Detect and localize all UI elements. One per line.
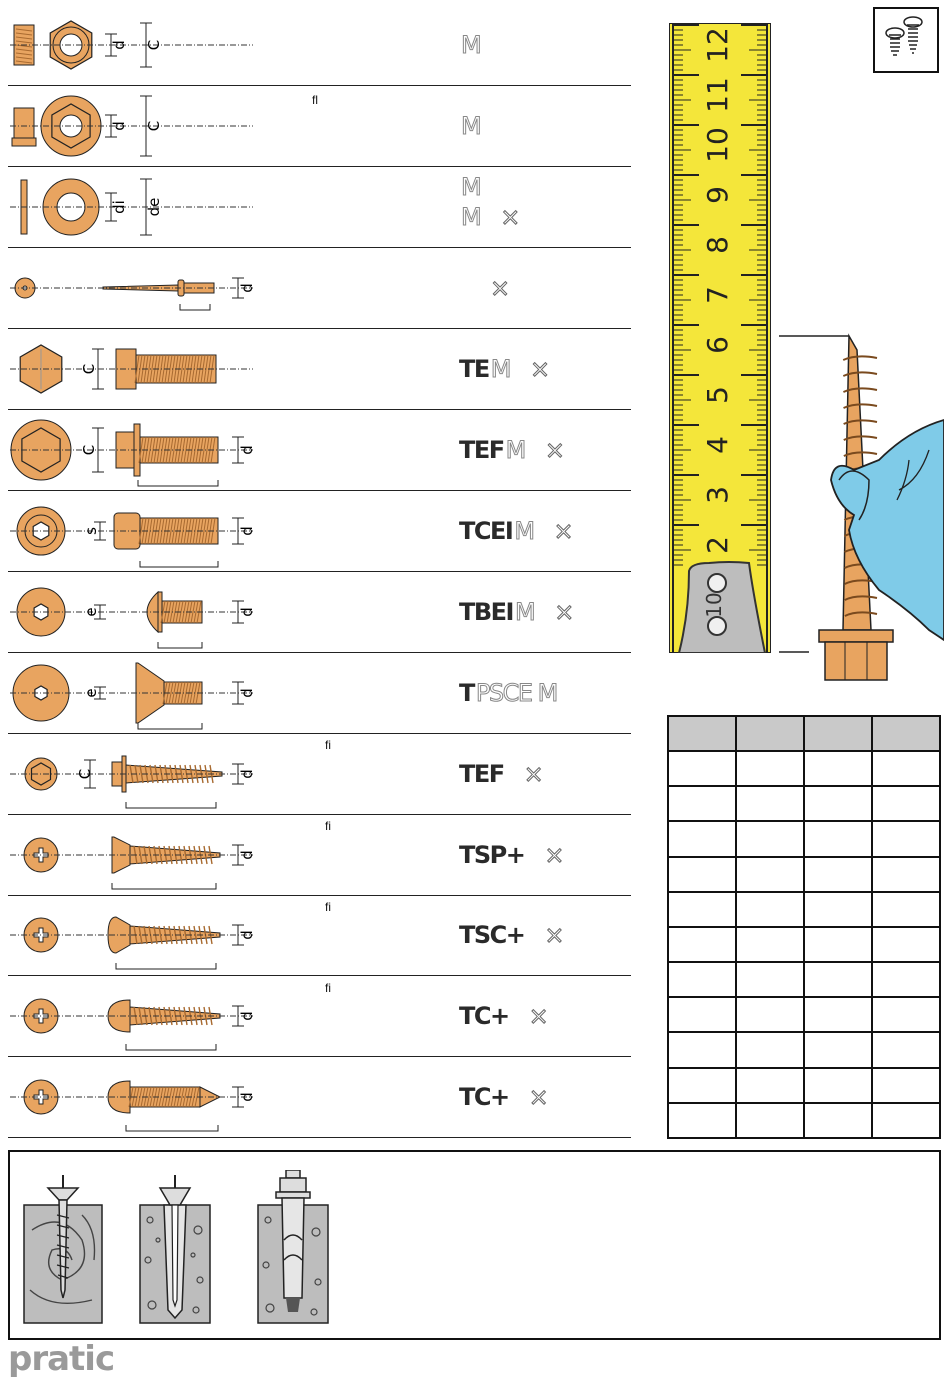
- table-cell: [872, 1032, 940, 1067]
- table-cell: [736, 892, 804, 927]
- row-flange-bolt: [8, 410, 631, 491]
- table-cell: [804, 962, 872, 997]
- tape-number: 10: [701, 127, 734, 163]
- screws-box-icon: [873, 7, 939, 73]
- table-cell: [736, 1068, 804, 1103]
- table-cell: [736, 1032, 804, 1067]
- table-cell: [736, 1103, 804, 1138]
- table-cell: [804, 927, 872, 962]
- dim-label: d: [238, 526, 256, 536]
- table-cell: [804, 821, 872, 856]
- product-code: [459, 205, 519, 229]
- expansion-bolt-in-concrete-icon: [256, 1170, 330, 1325]
- table-cell: [736, 716, 804, 751]
- code-outline: M: [505, 436, 525, 464]
- dim-label: C: [76, 768, 94, 780]
- dim-label: C: [80, 363, 98, 375]
- table-row: [668, 786, 940, 821]
- product-code: [459, 1085, 547, 1109]
- table-cell: [872, 821, 940, 856]
- table-row: [668, 1068, 940, 1103]
- self-drilling-screw-drawing: [8, 1057, 268, 1137]
- table-header-row: [668, 716, 940, 751]
- table-cell: [668, 857, 736, 892]
- tape-number: 7: [701, 286, 734, 304]
- product-code: [459, 843, 563, 867]
- table-cell: [804, 1103, 872, 1138]
- code-outline: M: [514, 517, 534, 545]
- flange-bolt-drawing: [8, 410, 268, 490]
- button-head-screw-drawing: [8, 572, 268, 652]
- table-row: [668, 751, 940, 786]
- table-cell: [804, 716, 872, 751]
- ligature-mark: ﬁ: [325, 738, 331, 752]
- table-row: [668, 857, 940, 892]
- table-cell: [736, 927, 804, 962]
- table-cell: [668, 821, 736, 856]
- dim-label: d: [238, 850, 256, 860]
- code-outline: M: [461, 112, 481, 140]
- table-cell: [736, 751, 804, 786]
- times-icon: ×: [544, 841, 563, 869]
- table-cell: [668, 997, 736, 1032]
- tape-number: 4: [701, 436, 734, 454]
- code-bold: TEF: [459, 760, 504, 788]
- table-cell: [668, 751, 736, 786]
- code-outline: PSCE M: [475, 679, 557, 707]
- table-cell: [668, 892, 736, 927]
- dim-label: d: [238, 445, 256, 455]
- times-icon: ×: [500, 203, 519, 231]
- product-code: [459, 33, 480, 57]
- hex-wood-screw-drawing: [8, 734, 268, 814]
- times-icon: ×: [544, 921, 563, 949]
- times-icon: ×: [529, 355, 549, 383]
- table-row: [668, 962, 940, 997]
- table-cell: [804, 1032, 872, 1067]
- row-hex-wood-screw: [8, 734, 631, 815]
- tape-number: 8: [701, 236, 734, 254]
- hex-bolt-drawing: [8, 329, 268, 409]
- table-row: [668, 997, 940, 1032]
- table-cell: [668, 786, 736, 821]
- row-socket-cap-screw: [8, 491, 631, 572]
- product-code: [459, 762, 542, 786]
- times-icon: ×: [523, 760, 543, 788]
- dim-label: d: [238, 769, 256, 779]
- code-bold: TE: [459, 355, 489, 383]
- installation-panel: [8, 1150, 941, 1340]
- table-row: [668, 892, 940, 927]
- table-cell: [668, 716, 736, 751]
- table-cell: [872, 962, 940, 997]
- table-cell: [668, 927, 736, 962]
- dim-label: d: [110, 40, 128, 50]
- tape-number: 2: [701, 536, 734, 554]
- table-cell: [872, 716, 940, 751]
- row-rivet: [8, 248, 631, 329]
- tape-number: 5: [701, 386, 734, 404]
- row-flange-nut: [8, 86, 631, 167]
- ligature-mark: ﬁ: [325, 981, 331, 995]
- size-table: [667, 715, 941, 1139]
- table-cell: [736, 786, 804, 821]
- table-cell: [804, 751, 872, 786]
- table-cell: [872, 1103, 940, 1138]
- table-row: [668, 927, 940, 962]
- pan-phillips-screw-drawing: [8, 976, 268, 1056]
- table-row: [668, 1103, 940, 1138]
- tape-number: 6: [701, 336, 734, 354]
- table-cell: [668, 1103, 736, 1138]
- times-icon: ×: [528, 1083, 548, 1111]
- tape-number: 12: [701, 27, 734, 63]
- table-cell: [804, 997, 872, 1032]
- dim-label: e: [82, 688, 100, 698]
- row-countersunk-socket-screw: [8, 653, 631, 734]
- table-cell: [736, 962, 804, 997]
- code-outline: M: [515, 598, 535, 626]
- tape-number: 3: [701, 486, 734, 504]
- product-code: [459, 923, 563, 947]
- product-code: [459, 681, 557, 705]
- product-code: [459, 175, 480, 199]
- dim-label: d: [238, 1092, 256, 1102]
- dim-label: de: [145, 197, 163, 217]
- table-cell: [872, 751, 940, 786]
- times-icon: ×: [490, 274, 509, 302]
- row-pan-phillips-screw: [8, 976, 631, 1057]
- dim-label: e: [82, 607, 100, 617]
- table-cell: [872, 892, 940, 927]
- code-outline: M: [461, 31, 481, 59]
- code-bold: T: [459, 679, 474, 707]
- washer-drawing: [8, 167, 268, 247]
- row-raised-phillips-screw: [8, 895, 631, 976]
- code-bold: TSC+: [459, 921, 525, 949]
- dim-label: s: [82, 527, 100, 535]
- pratic-logo: pratic: [8, 1339, 115, 1379]
- table-row: [668, 821, 940, 856]
- code-bold: TC+: [459, 1083, 509, 1111]
- ligature-mark: ﬁ: [325, 819, 331, 833]
- row-hex-nut: [8, 5, 631, 86]
- product-code: [470, 276, 509, 300]
- table-cell: [872, 786, 940, 821]
- screw-in-wood-icon: [22, 1170, 104, 1325]
- table-cell: [804, 1068, 872, 1103]
- tape-hook-label: 10: [702, 592, 726, 618]
- ligature-mark: ﬁ: [325, 900, 331, 914]
- dim-label: C: [80, 444, 98, 456]
- rivet-drawing: [8, 248, 268, 328]
- table-cell: [872, 997, 940, 1032]
- table-cell: [872, 857, 940, 892]
- product-code: [459, 1004, 547, 1028]
- product-code: [459, 519, 572, 543]
- row-hex-bolt: [8, 329, 631, 410]
- code-outline: M: [461, 173, 481, 201]
- times-icon: ×: [554, 598, 573, 626]
- dim-label: d: [238, 607, 256, 617]
- code-bold: TC+: [459, 1002, 509, 1030]
- table-cell: [668, 1068, 736, 1103]
- table-cell: [668, 1032, 736, 1067]
- ligature-mark: ﬂ: [312, 93, 318, 107]
- product-code: [459, 438, 564, 462]
- product-code: [459, 357, 549, 381]
- dim-label: d: [238, 1011, 256, 1021]
- code-bold: TEF: [459, 436, 504, 464]
- table-cell: [736, 857, 804, 892]
- code-outline: M: [490, 355, 510, 383]
- table-cell: [668, 962, 736, 997]
- table-cell: [804, 857, 872, 892]
- table-cell: [736, 997, 804, 1032]
- code-bold: TBEI: [459, 598, 513, 626]
- code-outline: M: [461, 203, 481, 231]
- product-code: [459, 600, 573, 624]
- plug-anchor-in-concrete-icon: [138, 1170, 212, 1325]
- dim-label: C: [145, 120, 163, 132]
- hex-nut-drawing: [8, 5, 268, 85]
- dim-label: d: [238, 930, 256, 940]
- socket-cap-screw-drawing: [8, 491, 268, 571]
- times-icon: ×: [544, 436, 564, 464]
- dim-label: d: [238, 688, 256, 698]
- code-bold: TCEI: [459, 517, 513, 545]
- raised-phillips-screw-drawing: [8, 895, 268, 975]
- row-washer: [8, 167, 631, 248]
- table-cell: [736, 821, 804, 856]
- dim-label: di: [110, 200, 128, 214]
- table-cell: [804, 786, 872, 821]
- times-icon: ×: [553, 517, 573, 545]
- row-flat-phillips-screw: [8, 815, 631, 896]
- table-cell: [872, 927, 940, 962]
- times-icon: ×: [528, 1002, 548, 1030]
- tape-measure: [669, 23, 771, 653]
- row-button-head-screw: [8, 572, 631, 653]
- table-cell: [872, 1068, 940, 1103]
- row-self-drilling-screw: [8, 1057, 631, 1138]
- tape-number: 9: [701, 186, 734, 204]
- hand-holding-screw: [779, 330, 944, 685]
- flange-nut-drawing: [8, 86, 268, 166]
- dim-label: C: [145, 39, 163, 51]
- tape-number: 11: [701, 77, 734, 113]
- flat-phillips-screw-drawing: [8, 815, 268, 895]
- table-cell: [804, 892, 872, 927]
- dim-label: d: [110, 121, 128, 131]
- code-bold: TSP+: [459, 841, 525, 869]
- table-row: [668, 1032, 940, 1067]
- dim-label: d: [238, 283, 256, 293]
- product-code: [459, 114, 480, 138]
- countersunk-socket-screw-drawing: [8, 653, 268, 733]
